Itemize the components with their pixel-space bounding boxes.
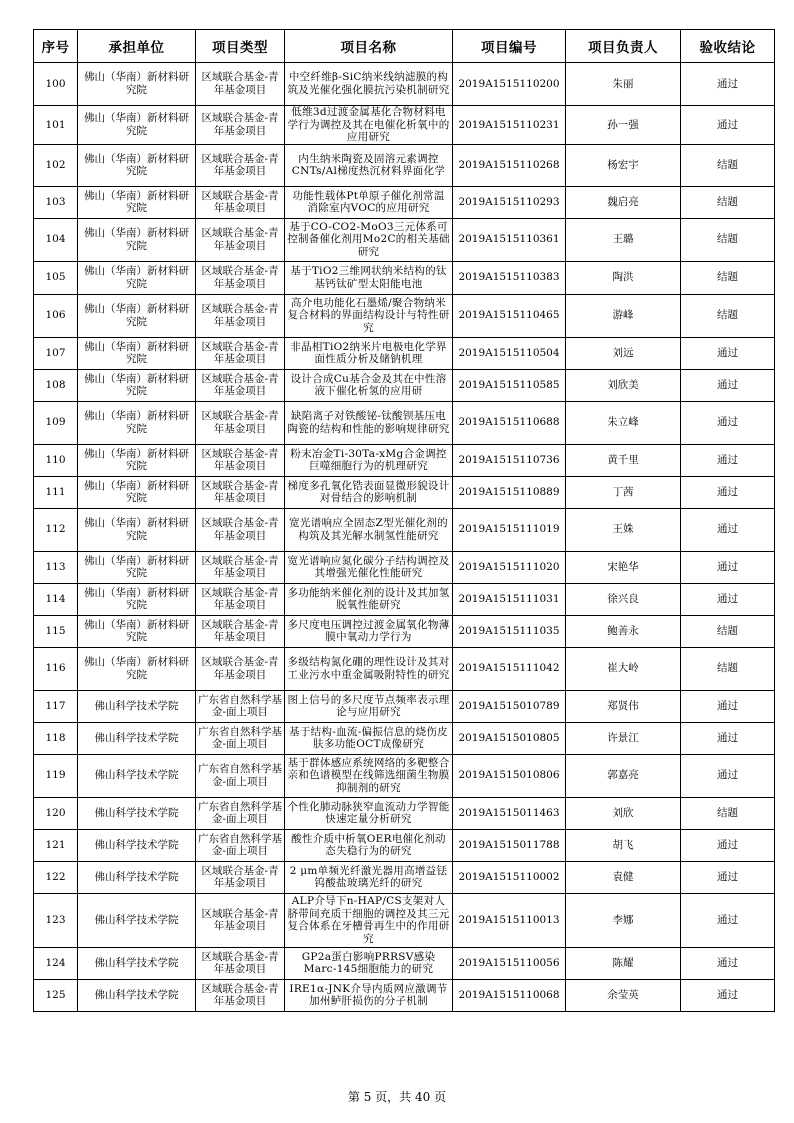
cell-project-code: 2019A1515110268 bbox=[453, 144, 566, 186]
cell-type: 区域联合基金-青年基金项目 bbox=[196, 647, 285, 690]
cell-result: 结题 bbox=[681, 647, 775, 690]
cell-serial: 122 bbox=[34, 861, 78, 893]
cell-serial: 109 bbox=[34, 401, 78, 444]
cell-project-code: 2019A1515110056 bbox=[453, 947, 566, 979]
table-row bbox=[34, 401, 775, 444]
cell-project-code: 2019A1515011788 bbox=[453, 829, 566, 861]
table-row bbox=[34, 690, 775, 722]
cell-result: 通过 bbox=[681, 722, 775, 754]
cell-project-code: 2019A1515110889 bbox=[453, 476, 566, 508]
cell-project-code: 2019A1515110504 bbox=[453, 337, 566, 369]
cell-project-code: 2019A1515110200 bbox=[453, 63, 566, 106]
cell-project-code: 2019A1515110383 bbox=[453, 261, 566, 294]
cell-result: 通过 bbox=[681, 337, 775, 369]
header-project-name: 项目名称 bbox=[285, 30, 453, 63]
cell-unit: 佛山科学技术学院 bbox=[78, 754, 196, 797]
cell-type: 广东省自然科学基金-面上项目 bbox=[196, 690, 285, 722]
cell-serial: 114 bbox=[34, 583, 78, 615]
cell-result: 通过 bbox=[681, 444, 775, 476]
cell-type: 区域联合基金-青年基金项目 bbox=[196, 261, 285, 294]
cell-serial: 119 bbox=[34, 754, 78, 797]
cell-unit: 佛山（华南）新材料研究院 bbox=[78, 294, 196, 337]
cell-type: 区域联合基金-青年基金项目 bbox=[196, 401, 285, 444]
cell-project-code: 2019A1515111031 bbox=[453, 583, 566, 615]
cell-leader: 魏启亮 bbox=[566, 186, 681, 218]
table-row bbox=[34, 144, 775, 186]
cell-type: 区域联合基金-青年基金项目 bbox=[196, 979, 285, 1011]
cell-project-name: 中空纤维β-SiC纳米线纳滤膜的构筑及光催化强化膜抗污染机制研究 bbox=[285, 63, 453, 106]
cell-serial: 100 bbox=[34, 63, 78, 106]
cell-result: 结题 bbox=[681, 218, 775, 261]
cell-project-code: 2019A1515111035 bbox=[453, 615, 566, 647]
cell-project-code: 2019A1515111042 bbox=[453, 647, 566, 690]
cell-type: 区域联合基金-青年基金项目 bbox=[196, 106, 285, 145]
cell-project-name: 2 μm单频光纤激光器用高增益铥钨酸盐玻璃光纤的研究 bbox=[285, 861, 453, 893]
header-serial: 序号 bbox=[34, 30, 78, 63]
table-row bbox=[34, 63, 775, 106]
cell-type: 区域联合基金-青年基金项目 bbox=[196, 144, 285, 186]
cell-result: 结题 bbox=[681, 797, 775, 829]
cell-leader: 崔大岭 bbox=[566, 647, 681, 690]
table-row bbox=[34, 261, 775, 294]
cell-leader: 郑贤伟 bbox=[566, 690, 681, 722]
cell-leader: 朱立峰 bbox=[566, 401, 681, 444]
cell-unit: 佛山科学技术学院 bbox=[78, 690, 196, 722]
table-row bbox=[34, 615, 775, 647]
cell-project-name: 基于结构-血流-偏振信息的烧伤皮肤多功能OCT成像研究 bbox=[285, 722, 453, 754]
cell-leader: 刘欣美 bbox=[566, 369, 681, 401]
cell-type: 区域联合基金-青年基金项目 bbox=[196, 508, 285, 551]
cell-unit: 佛山（华南）新材料研究院 bbox=[78, 218, 196, 261]
cell-unit: 佛山科学技术学院 bbox=[78, 979, 196, 1011]
cell-leader: 陈耀 bbox=[566, 947, 681, 979]
cell-result: 通过 bbox=[681, 551, 775, 583]
cell-serial: 105 bbox=[34, 261, 78, 294]
cell-project-name: 高介电功能化石墨烯/聚合物纳米复合材料的界面结构设计与特性研究 bbox=[285, 294, 453, 337]
cell-project-name: 多级结构氮化硼的理性设计及其对工业污水中重金属吸附特性的研究 bbox=[285, 647, 453, 690]
project-acceptance-table bbox=[33, 29, 775, 1012]
cell-result: 通过 bbox=[681, 829, 775, 861]
cell-type: 区域联合基金-青年基金项目 bbox=[196, 551, 285, 583]
cell-unit: 佛山（华南）新材料研究院 bbox=[78, 583, 196, 615]
cell-project-code: 2019A1515110361 bbox=[453, 218, 566, 261]
cell-project-name: 图上信号的多尺度节点频率表示理论与应用研究 bbox=[285, 690, 453, 722]
cell-serial: 112 bbox=[34, 508, 78, 551]
cell-leader: 朱丽 bbox=[566, 63, 681, 106]
cell-result: 结题 bbox=[681, 615, 775, 647]
cell-serial: 125 bbox=[34, 979, 78, 1011]
cell-leader: 黄千里 bbox=[566, 444, 681, 476]
cell-leader: 余莹英 bbox=[566, 979, 681, 1011]
cell-result: 通过 bbox=[681, 893, 775, 947]
cell-unit: 佛山（华南）新材料研究院 bbox=[78, 508, 196, 551]
cell-type: 区域联合基金-青年基金项目 bbox=[196, 369, 285, 401]
table-row bbox=[34, 186, 775, 218]
cell-serial: 101 bbox=[34, 106, 78, 145]
cell-unit: 佛山科学技术学院 bbox=[78, 722, 196, 754]
cell-leader: 丁茜 bbox=[566, 476, 681, 508]
cell-serial: 118 bbox=[34, 722, 78, 754]
cell-project-name: 功能性载体Pt单原子催化剂常温消除室内VOC的应用研究 bbox=[285, 186, 453, 218]
cell-project-name: GP2a蛋白影响PRRSV感染Marc-145细胞能力的研究 bbox=[285, 947, 453, 979]
cell-result: 通过 bbox=[681, 508, 775, 551]
cell-project-code: 2019A1515110465 bbox=[453, 294, 566, 337]
cell-serial: 107 bbox=[34, 337, 78, 369]
cell-unit: 佛山（华南）新材料研究院 bbox=[78, 261, 196, 294]
cell-leader: 宋艳华 bbox=[566, 551, 681, 583]
cell-leader: 杨宏宇 bbox=[566, 144, 681, 186]
table-row bbox=[34, 337, 775, 369]
cell-serial: 116 bbox=[34, 647, 78, 690]
table-row bbox=[34, 106, 775, 145]
header-project-code: 项目编号 bbox=[453, 30, 566, 63]
cell-unit: 佛山（华南）新材料研究院 bbox=[78, 63, 196, 106]
cell-unit: 佛山（华南）新材料研究院 bbox=[78, 476, 196, 508]
cell-type: 广东省自然科学基金-面上项目 bbox=[196, 797, 285, 829]
cell-type: 区域联合基金-青年基金项目 bbox=[196, 337, 285, 369]
cell-serial: 103 bbox=[34, 186, 78, 218]
cell-result: 结题 bbox=[681, 186, 775, 218]
cell-type: 区域联合基金-青年基金项目 bbox=[196, 476, 285, 508]
cell-unit: 佛山科学技术学院 bbox=[78, 893, 196, 947]
cell-project-name: 梯度多孔氧化锆表面显微形貌设计对骨结合的影响机制 bbox=[285, 476, 453, 508]
cell-serial: 123 bbox=[34, 893, 78, 947]
cell-type: 广东省自然科学基金-面上项目 bbox=[196, 754, 285, 797]
cell-project-name: 缺陷离子对铁酸铋-钛酸钡基压电陶瓷的结构和性能的影响规律研究 bbox=[285, 401, 453, 444]
cell-project-name: 基于TiO2三维网状纳米结构的钛基钙钛矿型太阳能电池 bbox=[285, 261, 453, 294]
cell-result: 通过 bbox=[681, 63, 775, 106]
table-row bbox=[34, 647, 775, 690]
cell-result: 结题 bbox=[681, 261, 775, 294]
cell-serial: 108 bbox=[34, 369, 78, 401]
cell-serial: 124 bbox=[34, 947, 78, 979]
cell-type: 区域联合基金-青年基金项目 bbox=[196, 615, 285, 647]
cell-unit: 佛山（华南）新材料研究院 bbox=[78, 551, 196, 583]
cell-project-name: 多功能纳米催化剂的设计及其加氢脱氧性能研究 bbox=[285, 583, 453, 615]
cell-project-code: 2019A1515110688 bbox=[453, 401, 566, 444]
cell-serial: 104 bbox=[34, 218, 78, 261]
cell-leader: 孙一强 bbox=[566, 106, 681, 145]
cell-result: 通过 bbox=[681, 583, 775, 615]
cell-unit: 佛山（华南）新材料研究院 bbox=[78, 144, 196, 186]
cell-serial: 117 bbox=[34, 690, 78, 722]
cell-leader: 刘欣 bbox=[566, 797, 681, 829]
cell-leader: 郭嘉亮 bbox=[566, 754, 681, 797]
cell-result: 通过 bbox=[681, 106, 775, 145]
cell-result: 通过 bbox=[681, 476, 775, 508]
cell-leader: 王姝 bbox=[566, 508, 681, 551]
cell-leader: 陶洪 bbox=[566, 261, 681, 294]
cell-serial: 110 bbox=[34, 444, 78, 476]
cell-type: 区域联合基金-青年基金项目 bbox=[196, 893, 285, 947]
cell-serial: 113 bbox=[34, 551, 78, 583]
table-row bbox=[34, 476, 775, 508]
cell-type: 区域联合基金-青年基金项目 bbox=[196, 583, 285, 615]
cell-type: 区域联合基金-青年基金项目 bbox=[196, 294, 285, 337]
cell-type: 区域联合基金-青年基金项目 bbox=[196, 947, 285, 979]
header-result: 验收结论 bbox=[681, 30, 775, 63]
table-row bbox=[34, 369, 775, 401]
table-row bbox=[34, 722, 775, 754]
cell-leader: 王璐 bbox=[566, 218, 681, 261]
cell-result: 通过 bbox=[681, 979, 775, 1011]
cell-project-name: IRE1α-JNK介导内质网应激调节加州鲈肝损伤的分子机制 bbox=[285, 979, 453, 1011]
cell-result: 通过 bbox=[681, 369, 775, 401]
cell-project-name: 设计合成Cu基合金及其在中性溶液下催化析氢的应用研 bbox=[285, 369, 453, 401]
cell-serial: 115 bbox=[34, 615, 78, 647]
table-header-row bbox=[34, 30, 775, 63]
header-leader: 项目负责人 bbox=[566, 30, 681, 63]
table-body bbox=[34, 63, 775, 1012]
cell-type: 区域联合基金-青年基金项目 bbox=[196, 186, 285, 218]
cell-result: 通过 bbox=[681, 947, 775, 979]
table-row bbox=[34, 444, 775, 476]
cell-unit: 佛山科学技术学院 bbox=[78, 797, 196, 829]
cell-leader: 李娜 bbox=[566, 893, 681, 947]
table-row bbox=[34, 754, 775, 797]
cell-type: 区域联合基金-青年基金项目 bbox=[196, 861, 285, 893]
cell-type: 区域联合基金-青年基金项目 bbox=[196, 444, 285, 476]
table-row bbox=[34, 294, 775, 337]
cell-result: 通过 bbox=[681, 861, 775, 893]
cell-project-name: 基于群体感应系统网络的多靶整合亲和色谱模型在线筛选细菌生物膜抑制剂的研究 bbox=[285, 754, 453, 797]
cell-project-name: 基于CO-CO2-MoO3三元体系可控制备催化剂用Mo2C的相关基础研究 bbox=[285, 218, 453, 261]
cell-project-name: 宽光谱响应氮化碳分子结构调控及其增强光催化性能研究 bbox=[285, 551, 453, 583]
cell-project-code: 2019A1515110013 bbox=[453, 893, 566, 947]
cell-serial: 102 bbox=[34, 144, 78, 186]
table-row bbox=[34, 551, 775, 583]
header-unit: 承担单位 bbox=[78, 30, 196, 63]
cell-serial: 111 bbox=[34, 476, 78, 508]
cell-project-code: 2019A1515110068 bbox=[453, 979, 566, 1011]
cell-project-code: 2019A1515111019 bbox=[453, 508, 566, 551]
cell-project-code: 2019A1515110231 bbox=[453, 106, 566, 145]
table-row bbox=[34, 583, 775, 615]
cell-unit: 佛山科学技术学院 bbox=[78, 829, 196, 861]
cell-unit: 佛山（华南）新材料研究院 bbox=[78, 186, 196, 218]
cell-project-code: 2019A1515110585 bbox=[453, 369, 566, 401]
cell-project-name: 低维3d过渡金属基化合物材料电学行为调控及其在电催化析氧中的应用研究 bbox=[285, 106, 453, 145]
cell-result: 结题 bbox=[681, 294, 775, 337]
cell-unit: 佛山（华南）新材料研究院 bbox=[78, 106, 196, 145]
cell-leader: 游峰 bbox=[566, 294, 681, 337]
cell-serial: 120 bbox=[34, 797, 78, 829]
cell-project-code: 2019A1515110002 bbox=[453, 861, 566, 893]
cell-unit: 佛山（华南）新材料研究院 bbox=[78, 615, 196, 647]
table-row bbox=[34, 861, 775, 893]
cell-project-code: 2019A1515110293 bbox=[453, 186, 566, 218]
cell-project-name: 多尺度电压调控过渡金属氧化物薄膜中氧动力学行为 bbox=[285, 615, 453, 647]
cell-result: 通过 bbox=[681, 754, 775, 797]
cell-type: 广东省自然科学基金-面上项目 bbox=[196, 722, 285, 754]
cell-result: 通过 bbox=[681, 401, 775, 444]
cell-type: 区域联合基金-青年基金项目 bbox=[196, 63, 285, 106]
cell-unit: 佛山（华南）新材料研究院 bbox=[78, 369, 196, 401]
cell-project-code: 2019A1515011463 bbox=[453, 797, 566, 829]
cell-project-name: 内生纳米陶瓷及固溶元素调控CNTs/Al梯度热沉材料界面化学 bbox=[285, 144, 453, 186]
cell-type: 区域联合基金-青年基金项目 bbox=[196, 218, 285, 261]
cell-project-name: 酸性介质中析氧OER电催化剂动态失稳行为的研究 bbox=[285, 829, 453, 861]
table-row bbox=[34, 979, 775, 1011]
cell-type: 广东省自然科学基金-面上项目 bbox=[196, 829, 285, 861]
cell-unit: 佛山科学技术学院 bbox=[78, 947, 196, 979]
cell-project-name: ALP介导下n-HAP/CS支架对人脐带间充质干细胞的调控及其三元复合体系在牙槽骨再生中的作用研究 bbox=[285, 893, 453, 947]
header-type: 项目类型 bbox=[196, 30, 285, 63]
cell-project-code: 2019A1515010805 bbox=[453, 722, 566, 754]
table-row bbox=[34, 829, 775, 861]
cell-serial: 106 bbox=[34, 294, 78, 337]
cell-leader: 袁健 bbox=[566, 861, 681, 893]
table-row bbox=[34, 797, 775, 829]
cell-leader: 鲍善永 bbox=[566, 615, 681, 647]
cell-unit: 佛山科学技术学院 bbox=[78, 861, 196, 893]
cell-unit: 佛山（华南）新材料研究院 bbox=[78, 337, 196, 369]
table-row bbox=[34, 508, 775, 551]
cell-leader: 许景江 bbox=[566, 722, 681, 754]
cell-unit: 佛山（华南）新材料研究院 bbox=[78, 401, 196, 444]
table-row bbox=[34, 947, 775, 979]
cell-unit: 佛山（华南）新材料研究院 bbox=[78, 444, 196, 476]
cell-result: 结题 bbox=[681, 144, 775, 186]
cell-unit: 佛山（华南）新材料研究院 bbox=[78, 647, 196, 690]
cell-leader: 徐兴良 bbox=[566, 583, 681, 615]
cell-project-name: 个性化肺动脉狭窄血流动力学智能快速定量分析研究 bbox=[285, 797, 453, 829]
cell-project-name: 粉末冶金Ti-30Ta-xMg合金调控巨噬细胞行为的机理研究 bbox=[285, 444, 453, 476]
cell-leader: 胡飞 bbox=[566, 829, 681, 861]
cell-project-code: 2019A1515010806 bbox=[453, 754, 566, 797]
cell-project-name: 宽光谱响应全固态Z型光催化剂的构筑及其光解水制氢性能研究 bbox=[285, 508, 453, 551]
cell-project-code: 2019A1515111020 bbox=[453, 551, 566, 583]
page-footer: 第 5 页，共 40 页 bbox=[347, 1090, 447, 1104]
table-row bbox=[34, 218, 775, 261]
cell-result: 通过 bbox=[681, 690, 775, 722]
cell-leader: 刘远 bbox=[566, 337, 681, 369]
table-row bbox=[34, 893, 775, 947]
cell-serial: 121 bbox=[34, 829, 78, 861]
cell-project-code: 2019A1515010789 bbox=[453, 690, 566, 722]
cell-project-code: 2019A1515110736 bbox=[453, 444, 566, 476]
cell-project-name: 非晶相TiO2纳米片电极电化学界面性质分析及储钠机理 bbox=[285, 337, 453, 369]
